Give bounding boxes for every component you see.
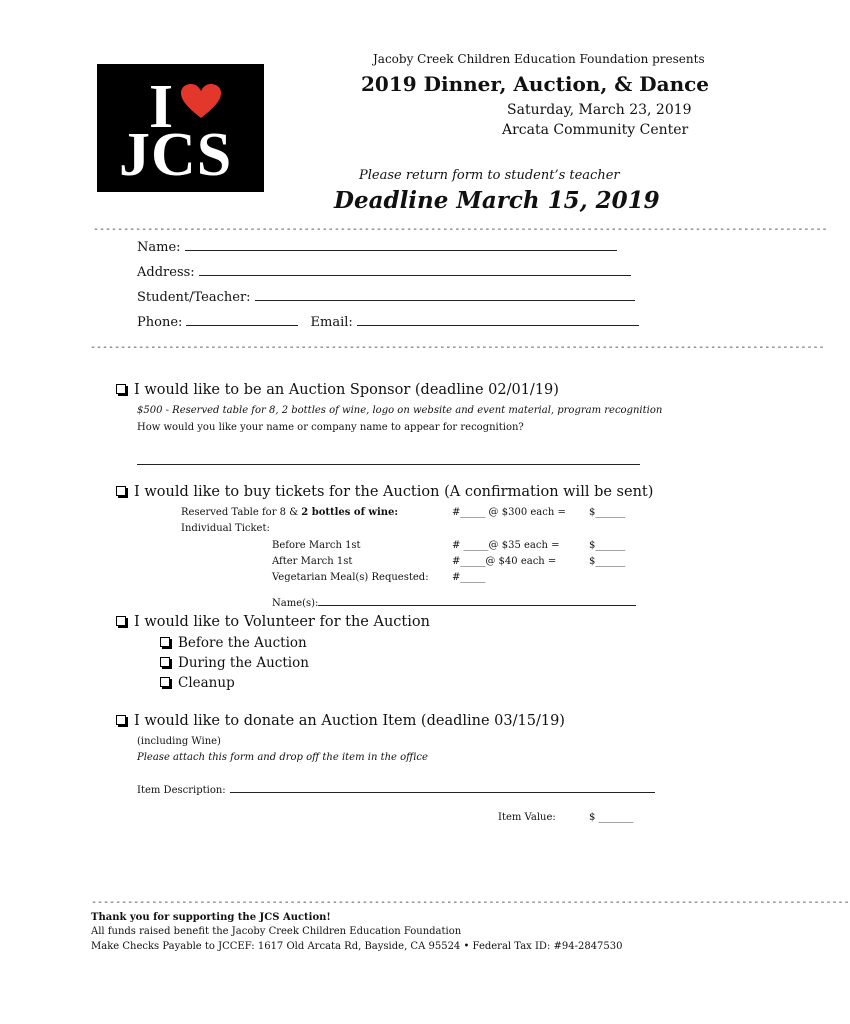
name-label: Name: <box>137 240 181 255</box>
volunteer-cleanup-label: Cleanup <box>178 675 235 691</box>
donate-attach-note: Please attach this form and drop off the item in the office <box>137 752 428 763</box>
presenter-line: Jacoby Creek Children Education Foundation presents <box>373 52 705 66</box>
logo-jcs: JCS <box>119 121 233 189</box>
footer-benefit: All funds raised benefit the Jacoby Creek Children Education Foundation <box>91 926 462 937</box>
donate-note: (including Wine) <box>137 736 221 747</box>
before-march-total[interactable]: $______ <box>589 540 626 551</box>
volunteer-before-checkbox[interactable] <box>160 637 170 647</box>
event-venue: Arcata Community Center <box>502 122 689 138</box>
sponsor-checkbox[interactable] <box>116 384 126 394</box>
address-field[interactable] <box>137 263 631 280</box>
before-march-qty[interactable]: # _____@ $35 each = <box>452 540 560 551</box>
student-teacher-line[interactable] <box>255 288 635 301</box>
reserved-qty[interactable]: #_____ @ $300 each = <box>452 507 566 518</box>
volunteer-heading: I would like to Volunteer for the Auction <box>134 614 430 630</box>
phone-label: Phone: <box>137 315 183 330</box>
reserved-table-label <box>181 507 398 518</box>
jcs-logo <box>97 64 264 192</box>
footer-thanks: Thank you for supporting the JCS Auction! <box>91 912 331 923</box>
volunteer-cleanup-checkbox[interactable] <box>160 677 170 687</box>
tickets-heading: I would like to buy tickets for the Auction (A confirmation will be sent) <box>134 484 654 500</box>
donate-option[interactable] <box>116 713 565 729</box>
vegetarian-label: Vegetarian Meal(s) Requested: <box>272 572 429 583</box>
sponsor-option[interactable] <box>116 382 559 398</box>
volunteer-before[interactable] <box>160 635 307 651</box>
names-label: Name(s): <box>272 598 319 609</box>
volunteer-during-label: During the Auction <box>178 655 309 671</box>
email-label: Email: <box>310 315 353 330</box>
heart-icon <box>181 84 221 120</box>
item-description-line[interactable] <box>230 782 655 793</box>
reserved-label-text: Reserved Table for 8 & <box>181 507 302 518</box>
sponsor-description: $500 - Reserved table for 8, 2 bottles of wine, logo on website and event material, program recognition <box>137 405 663 416</box>
divider: -------------------------------------------------------------------------------------------------------------------------- <box>90 342 825 353</box>
volunteer-cleanup[interactable] <box>160 675 235 691</box>
student-teacher-label: Student/Teacher: <box>137 290 251 305</box>
sponsor-heading: I would like to be an Auction Sponsor (deadline 02/01/19) <box>134 382 559 398</box>
divider: ------------------------------------------------------------------------------------------------------------------------------ <box>91 897 850 908</box>
phone-email-row <box>137 313 639 330</box>
after-march-label: After March 1st <box>272 556 353 567</box>
names-field[interactable] <box>272 595 636 609</box>
volunteer-during-checkbox[interactable] <box>160 657 170 667</box>
tickets-checkbox[interactable] <box>116 486 126 496</box>
address-label: Address: <box>137 265 195 280</box>
reserved-label-bold: 2 bottles of wine: <box>301 507 399 518</box>
names-line[interactable] <box>318 595 636 606</box>
item-value-field[interactable]: $ _______ <box>589 812 634 823</box>
volunteer-option[interactable] <box>116 614 430 630</box>
logo-letter-i: I <box>149 73 174 141</box>
phone-line[interactable] <box>186 313 298 326</box>
deadline: Deadline March 15, 2019 <box>334 187 660 214</box>
name-line[interactable] <box>185 238 617 251</box>
item-value-label: Item Value: <box>498 812 556 823</box>
item-description-label: Item Description: <box>137 785 226 796</box>
volunteer-before-label: Before the Auction <box>178 635 307 651</box>
event-date: Saturday, March 23, 2019 <box>507 102 692 118</box>
reserved-total[interactable]: $______ <box>589 507 626 518</box>
divider: -------------------------------------------------------------------------------------------------------------------------- <box>93 224 828 235</box>
footer-checks: Make Checks Payable to JCCEF: 1617 Old Arcata Rd, Bayside, CA 95524 • Federal Tax ID: #94-2847530 <box>91 941 623 952</box>
donate-heading: I would like to donate an Auction Item (deadline 03/15/19) <box>134 713 565 729</box>
student-teacher-field[interactable] <box>137 288 635 305</box>
vegetarian-qty[interactable]: #_____ <box>452 572 486 583</box>
name-field[interactable] <box>137 238 617 255</box>
sponsor-question: How would you like your name or company name to appear for recognition? <box>137 422 524 433</box>
email-line[interactable] <box>357 313 639 326</box>
address-line[interactable] <box>199 263 631 276</box>
recognition-line[interactable] <box>137 464 640 465</box>
item-description-field[interactable] <box>137 782 655 796</box>
donate-checkbox[interactable] <box>116 715 126 725</box>
return-note: Please return form to student’s teacher <box>359 168 620 183</box>
after-march-total[interactable]: $______ <box>589 556 626 567</box>
event-title: 2019 Dinner, Auction, & Dance <box>361 72 710 96</box>
tickets-option[interactable] <box>116 484 653 500</box>
individual-ticket-label: Individual Ticket: <box>181 523 270 534</box>
volunteer-during[interactable] <box>160 655 309 671</box>
after-march-qty[interactable]: #_____@ $40 each = <box>452 556 557 567</box>
volunteer-checkbox[interactable] <box>116 616 126 626</box>
before-march-label: Before March 1st <box>272 540 361 551</box>
